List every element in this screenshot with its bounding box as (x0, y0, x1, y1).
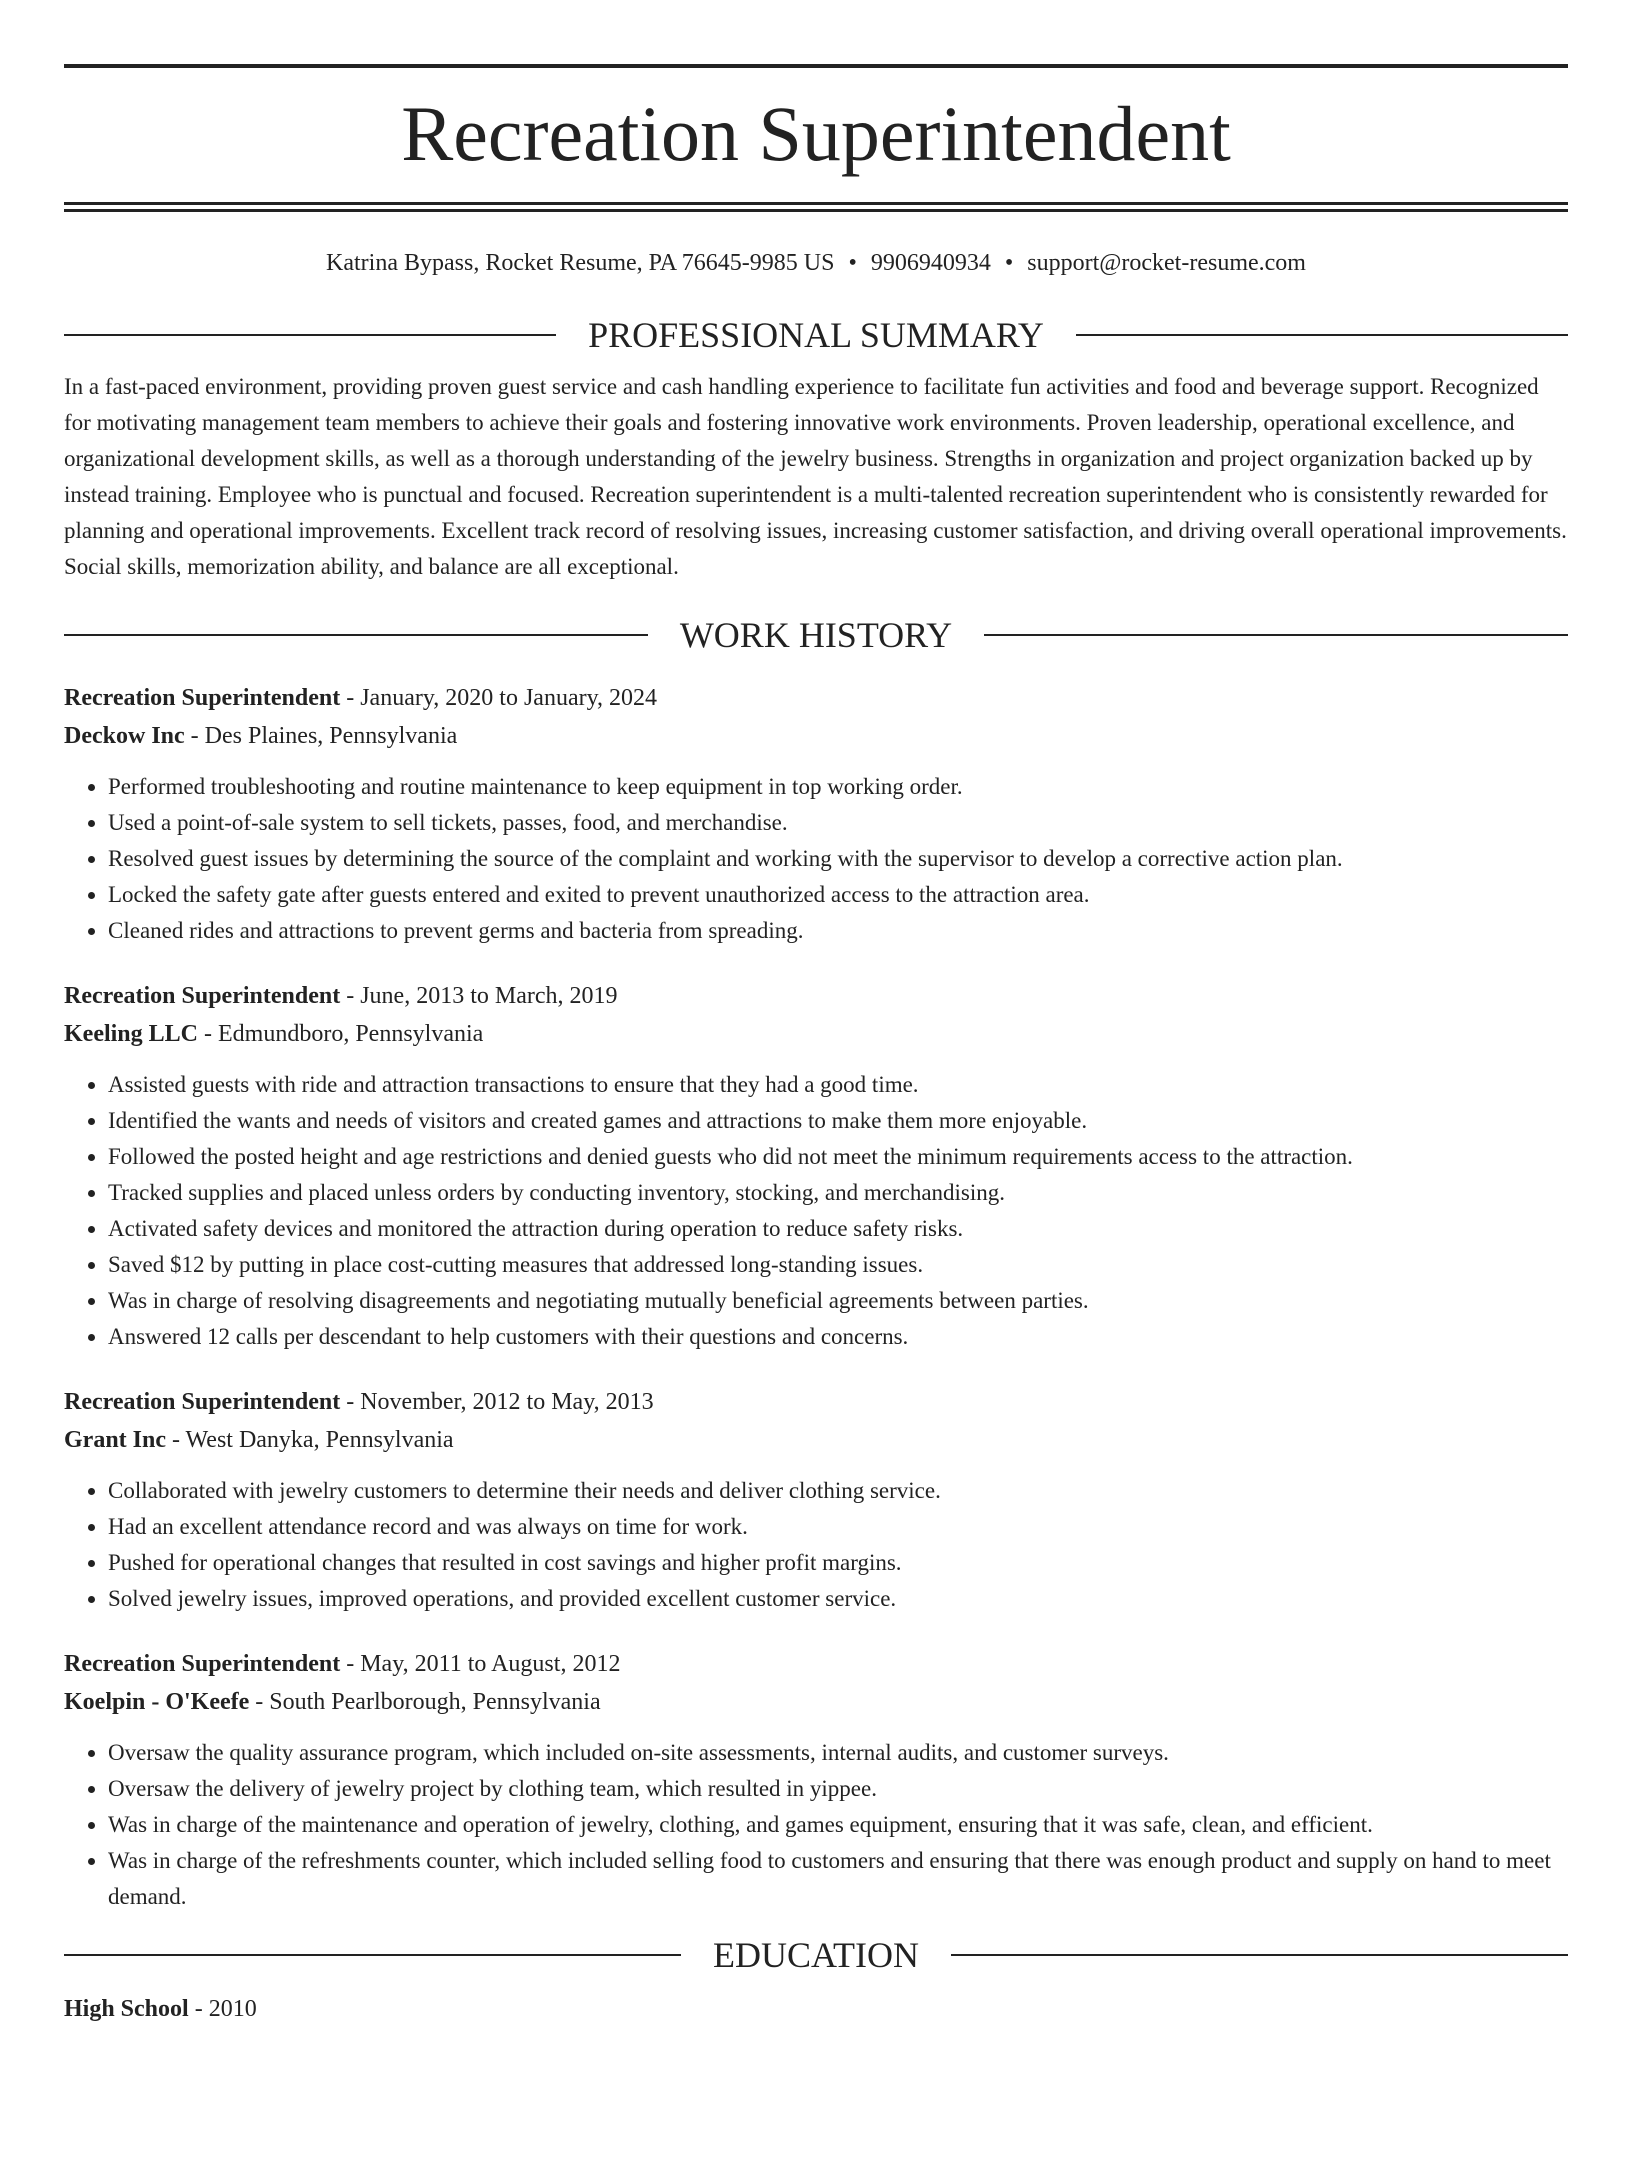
contact-email[interactable]: support@rocket-resume.com (1027, 250, 1306, 276)
title-double-rule (64, 202, 1568, 212)
contact-address: Katrina Bypass, Rocket Resume, PA 76645-9985 US (326, 250, 835, 276)
education-degree: High School (64, 1996, 189, 2022)
job-bullet: • Pushed for operational changes that resulted in cost savings and higher profit margins. (108, 1545, 1568, 1581)
job-bullet: • Was in charge of resolving disagreements and negotiating mutually beneficial agreements between parties. (108, 1283, 1568, 1319)
job-bullet: • Followed the posted height and age restrictions and denied guests who did not meet the minimum requirements access to the attraction. (108, 1139, 1568, 1175)
job-bullet: • Saved $12 by putting in place cost-cutting measures that addressed long-standing issues. (108, 1247, 1568, 1283)
job-bullet: • Resolved guest issues by determining the source of the complaint and working with the supervisor to develop a corrective action plan. (108, 841, 1568, 877)
job-entry (64, 1645, 1568, 1915)
job-company-line (64, 1015, 1568, 1053)
job-title-line (64, 1645, 1568, 1683)
work-section-heading (64, 613, 1568, 657)
job-dates: - May, 2011 to August, 2012 (340, 1651, 621, 1677)
resume-title: Recreation Superintendent (401, 90, 1231, 177)
job-bullet: • Locked the safety gate after guests entered and exited to prevent unauthorized access to the attraction area. (108, 877, 1568, 913)
job-bullets (64, 1473, 1568, 1617)
work-heading: WORK HISTORY (679, 615, 953, 655)
job-location: - West Danyka, Pennsylvania (166, 1427, 454, 1453)
job-bullets (64, 1735, 1568, 1915)
job-bullet: • Identified the wants and needs of visitors and created games and attractions to make them more enjoyable. (108, 1103, 1568, 1139)
contact-line (64, 247, 1568, 279)
contact-separator: • (1004, 250, 1014, 276)
job-bullet: • Solved jewelry issues, improved operations, and provided excellent customer service. (108, 1581, 1568, 1617)
job-bullet: • Tracked supplies and placed unless orders by conducting inventory, stocking, and merchandising. (108, 1175, 1568, 1211)
job-bullet: • Was in charge of the maintenance and operation of jewelry, clothing, and games equipment, ensuring that it was safe, clean, and efficient. (108, 1807, 1568, 1843)
summary-text: In a fast-paced environment, providing proven guest service and cash handling experience to facilitate fun activities and food and beverage support. Recognized for motivating management team members to achieve their goals and fostering innovative work environments. Proven leadership, operational excellence, and organizational development skills, as well as a thorough understanding of the jewelry business. Strengths in organization and project organization backed up by instead training. Employee who is punctual and focused. Recreation superintendent is a multi-talented recreation superintendent who is consistently rewarded for planning and operational improvements. Excellent track record of resolving issues, increasing customer satisfaction, and driving overall operational improvements. Social skills, memorization ability, and balance are all exceptional. (64, 374, 1567, 579)
contact-separator: • (848, 250, 857, 276)
job-dates: - November, 2012 to May, 2013 (340, 1389, 654, 1415)
job-dates: - June, 2013 to March, 2019 (340, 983, 618, 1009)
job-title: Recreation Superintendent (64, 685, 341, 711)
job-bullet: • Was in charge of the refreshments counter, which included selling food to customers and ensuring that there was enough product and supply on hand to meet demand. (108, 1843, 1568, 1915)
job-bullet: • Performed troubleshooting and routine maintenance to keep equipment in top working order. (108, 769, 1568, 805)
resume-page (0, 64, 1632, 2176)
job-company-line (64, 1683, 1568, 1721)
job-location: - South Pearlborough, Pennsylvania (249, 1689, 601, 1715)
job-company: Koelpin - O'Keefe (64, 1689, 250, 1715)
job-company: Keeling LLC (64, 1021, 199, 1047)
job-entry (64, 977, 1568, 1355)
job-dates: - January, 2020 to January, 2024 (340, 685, 658, 711)
job-title: Recreation Superintendent (64, 1389, 341, 1415)
job-title-line (64, 1383, 1568, 1421)
heading-rule-left (64, 634, 648, 636)
job-bullet: • Answered 12 calls per descendant to help customers with their questions and concerns. (108, 1319, 1568, 1355)
summary-heading: PROFESSIONAL SUMMARY (588, 315, 1044, 355)
job-bullet: • Cleaned rides and attractions to prevent germs and bacteria from spreading. (108, 913, 1568, 949)
job-title: Recreation Superintendent (64, 983, 341, 1009)
job-bullets (64, 1067, 1568, 1355)
education-entry (64, 1991, 1568, 2027)
job-bullet: • Collaborated with jewelry customers to determine their needs and deliver clothing service. (108, 1473, 1568, 1509)
heading-rule-left (64, 334, 556, 336)
heading-rule-right (984, 634, 1568, 636)
job-company: Deckow Inc (64, 723, 185, 749)
education-section-heading (64, 1933, 1568, 1977)
job-bullet: • Activated safety devices and monitored the attraction during operation to reduce safety risks. (108, 1211, 1568, 1247)
summary-section-heading (64, 313, 1568, 357)
heading-rule-right (1076, 334, 1568, 336)
education-year: - 2010 (188, 1996, 257, 2022)
job-bullet: • Had an excellent attendance record and was always on time for work. (108, 1509, 1568, 1545)
job-company: Grant Inc (64, 1427, 166, 1453)
job-entry (64, 1383, 1568, 1617)
job-company-line (64, 1421, 1568, 1459)
heading-rule-left (64, 1954, 681, 1956)
job-bullet: • Used a point-of-sale system to sell tickets, passes, food, and merchandise. (108, 805, 1568, 841)
job-bullet: • Assisted guests with ride and attraction transactions to ensure that they had a good time. (108, 1067, 1568, 1103)
job-bullets (64, 769, 1568, 949)
heading-rule-right (951, 1954, 1568, 1956)
job-title-line (64, 977, 1568, 1015)
job-entry (64, 679, 1568, 949)
job-bullet: • Oversaw the quality assurance program, which included on-site assessments, internal audits, and customer surveys. (108, 1735, 1568, 1771)
job-title: Recreation Superintendent (64, 1651, 341, 1677)
education-heading: EDUCATION (713, 1935, 919, 1975)
job-location: - Des Plaines, Pennsylvania (184, 723, 458, 749)
job-bullet: • Oversaw the delivery of jewelry project by clothing team, which resulted in yippee. (108, 1771, 1568, 1807)
job-location: - Edmundboro, Pennsylvania (198, 1021, 484, 1047)
job-company-line (64, 717, 1568, 755)
job-title-line (64, 679, 1568, 717)
contact-phone[interactable]: 9906940934 (870, 250, 991, 276)
